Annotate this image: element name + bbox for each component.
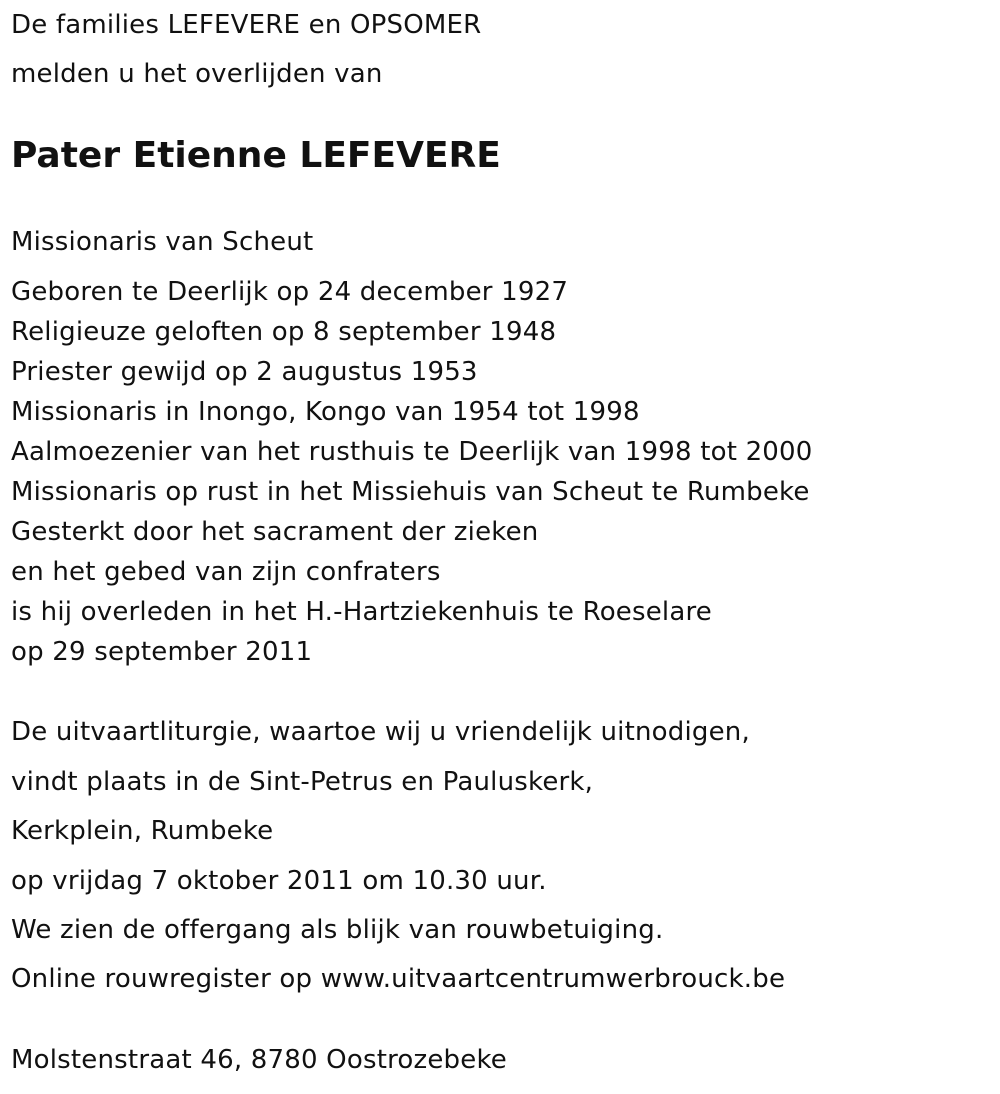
- bio-line: Geboren te Deerlijk op 24 december 1927: [11, 277, 569, 307]
- bio-line: Aalmoezenier van het rusthuis te Deerlijk van 1998 tot 2000: [11, 437, 813, 467]
- bio-title: Missionaris van Scheut: [11, 227, 314, 257]
- funeral-line: Kerkplein, Rumbeke: [11, 816, 274, 846]
- families-line: De families LEFEVERE en OPSOMER: [11, 10, 482, 40]
- bio-line: Priester gewijd op 2 augustus 1953: [11, 357, 478, 387]
- funeral-line: op vrijdag 7 oktober 2011 om 10.30 uur.: [11, 866, 547, 896]
- bio-line: Missionaris op rust in het Missiehuis van Scheut te Rumbeke: [11, 477, 810, 507]
- announce-line: melden u het overlijden van: [11, 59, 383, 89]
- deceased-name: Pater Etienne LEFEVERE: [11, 135, 501, 176]
- bio-line: is hij overleden in het H.-Hartziekenhuis te Roeselare: [11, 597, 713, 627]
- online-register-line: Online rouwregister op www.uitvaartcentrumwerbrouck.be: [11, 964, 786, 994]
- bio-line: Gesterkt door het sacrament der zieken: [11, 517, 539, 547]
- bio-line: op 29 september 2011: [11, 637, 313, 667]
- bio-line: en het gebed van zijn confraters: [11, 557, 441, 587]
- funeral-line: We zien de offergang als blijk van rouwbetuiging.: [11, 915, 664, 945]
- funeral-home-address: Molstenstraat 46, 8780 Oostrozebeke: [11, 1045, 507, 1075]
- funeral-line: vindt plaats in de Sint-Petrus en Pauluskerk,: [11, 767, 594, 797]
- bio-line: Religieuze geloften op 8 september 1948: [11, 317, 557, 347]
- bio-line: Missionaris in Inongo, Kongo van 1954 tot 1998: [11, 397, 640, 427]
- funeral-line: De uitvaartliturgie, waartoe wij u vriendelijk uitnodigen,: [11, 717, 750, 747]
